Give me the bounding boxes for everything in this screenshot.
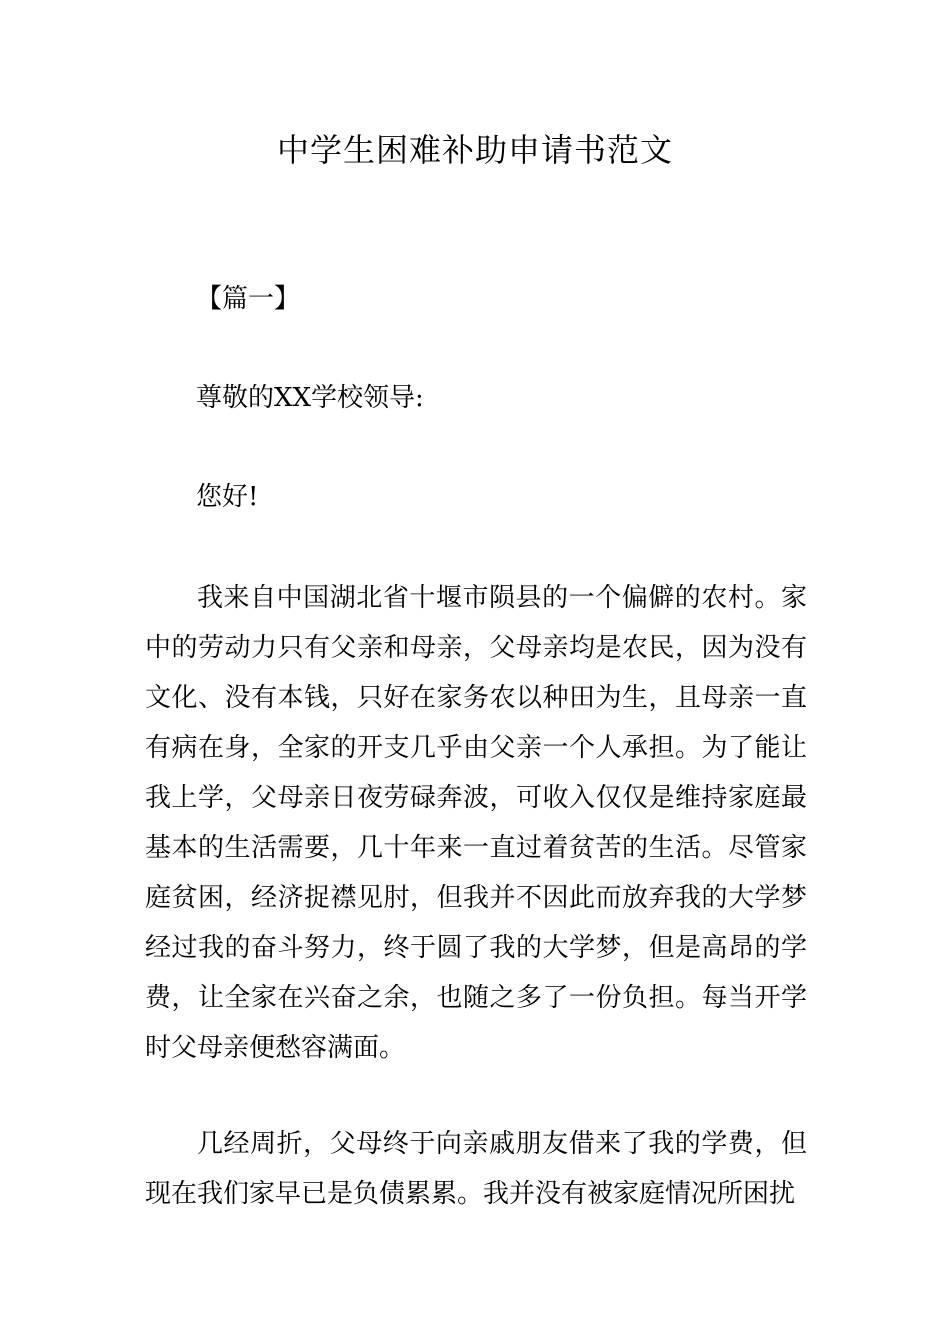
body-paragraph-2: 几经周折，父母终于向亲戚朋友借来了我的学费，但现在我们家早已是负债累累。我并没有被家庭情况所困扰 <box>145 1129 807 1209</box>
greeting: 您好! <box>196 482 259 512</box>
body-paragraph-1: 我来自中国湖北省十堰市陨县的一个偏僻的农村。家中的劳动力只有父亲和母亲，父母亲均是农民，因为没有文化、没有本钱，只好在家务农以种田为生，且母亲一直有病在身，全家的开支几乎由父亲一个人承担。为了能让我上学，父母亲日夜劳碌奔波，可收入仅仅是维持家庭最基本的生活需要，几十年来一直过着贫苦的生活。尽管家庭贫困，经济捉襟见肘，但我并不因此而放弃我的大学梦经过我的奋斗努力，终于圆了我的大学梦，但是高昂的学费，让全家在兴奋之余，也随之多了一份负担。每当开学时父母亲便愁容满面。 <box>145 583 807 1063</box>
salutation: 尊敬的XX学校领导: <box>196 383 424 413</box>
section-label: 【篇一】 <box>196 284 301 314</box>
document-title: 中学生困难补助申请书范文 <box>276 131 673 169</box>
